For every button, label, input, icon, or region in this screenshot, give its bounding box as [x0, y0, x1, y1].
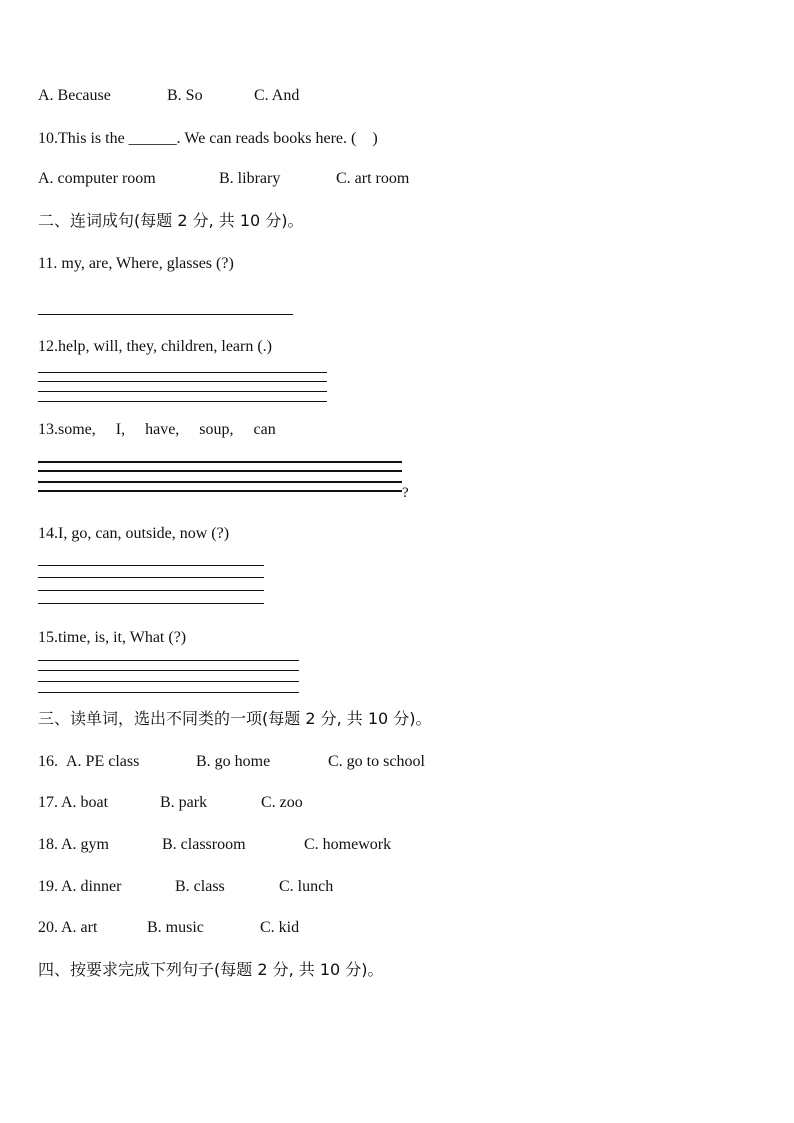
q20-option-b: B. music [147, 919, 204, 936]
q18-number: 18. [38, 836, 58, 853]
q12-prompt: 12.help, will, they, children, learn (.) [38, 338, 272, 355]
q19-option-c: C. lunch [279, 878, 334, 895]
q16-number: 16. [38, 753, 58, 770]
answer-line[interactable] [38, 565, 264, 566]
answer-line[interactable] [38, 481, 402, 483]
q19-option-a: A. dinner [61, 878, 122, 895]
q9-option-b: B. So [167, 87, 203, 104]
q19-number: 19. [38, 878, 58, 895]
q17-option-c: C. zoo [261, 794, 303, 811]
q10-option-b: B. library [219, 170, 281, 187]
q9-option-a: A. Because [38, 87, 111, 104]
q17-option-b: B. park [160, 794, 208, 811]
q16-option-c: C. go to school [328, 753, 425, 770]
q9-option-c: C. And [254, 87, 300, 104]
q17-number: 17. [38, 794, 58, 811]
answer-line[interactable] [38, 590, 264, 591]
answer-line[interactable] [38, 401, 327, 402]
q16-option-b: B. go home [196, 753, 271, 770]
answer-line[interactable] [38, 372, 327, 373]
q11-answer-line[interactable] [38, 314, 293, 315]
q18-option-a: A. gym [61, 836, 109, 853]
section-3-heading: 三、读单词，选出不同类的一项(每题 2 分, 共 10 分)。 [38, 709, 432, 728]
section-2-heading: 二、连词成句(每题 2 分, 共 10 分)。 [38, 211, 304, 230]
q10-stem: 10.This is the ______. We can reads books here. ( ) [38, 130, 378, 147]
q20-option-c: C. kid [260, 919, 300, 936]
section-4-heading: 四、按要求完成下列句子(每题 2 分, 共 10 分)。 [38, 960, 384, 979]
answer-line[interactable] [38, 577, 264, 578]
q14-prompt: 14.I, go, can, outside, now (?) [38, 525, 230, 542]
answer-line[interactable] [38, 461, 402, 463]
q18-option-b: B. classroom [162, 836, 246, 853]
answer-line[interactable] [38, 670, 299, 671]
answer-line[interactable] [38, 681, 299, 682]
q18-option-c: C. homework [304, 836, 392, 853]
answer-line[interactable] [38, 470, 402, 472]
answer-line[interactable] [38, 692, 299, 693]
q17-option-a: A. boat [61, 794, 109, 811]
answer-line[interactable] [38, 603, 264, 604]
q20-option-a: A. art [61, 919, 98, 936]
q13-prompt: 13.some, I, have, soup, can [38, 421, 276, 438]
answer-line[interactable] [38, 381, 327, 382]
q15-prompt: 15.time, is, it, What (?) [38, 629, 187, 646]
q10-option-a: A. computer room [38, 170, 156, 187]
q10-option-c: C. art room [336, 170, 410, 187]
q16-option-a: A. PE class [66, 753, 140, 770]
q20-number: 20. [38, 919, 58, 936]
answer-line[interactable] [38, 660, 299, 661]
q19-option-b: B. class [175, 878, 225, 895]
answer-line[interactable] [38, 490, 402, 492]
q13-question-mark: ? [402, 485, 409, 501]
answer-line[interactable] [38, 391, 327, 392]
q11-prompt: 11. my, are, Where, glasses (?) [38, 255, 234, 272]
